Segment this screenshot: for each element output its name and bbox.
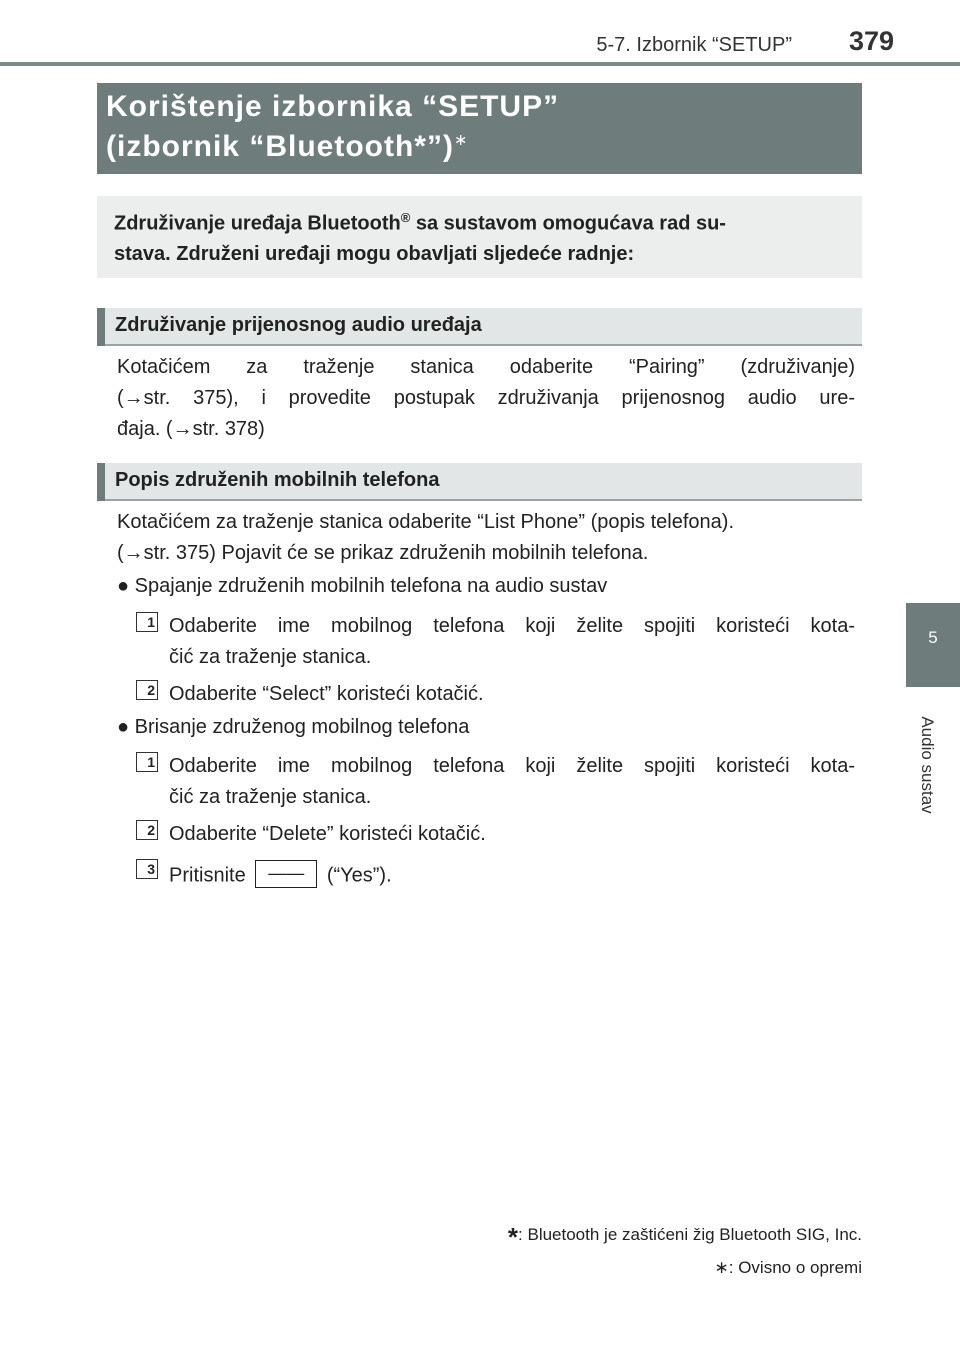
delete-step2: Odaberite “Delete” koristeći kotačić. xyxy=(169,823,486,845)
intro-line1-a: Združivanje uređaja Bluetooth xyxy=(114,212,401,235)
bullet-icon: ● xyxy=(117,575,130,597)
chapter-side-label-text: Audio sustav xyxy=(918,716,937,814)
intro-line2: stava. Združeni uređaji mogu obavljati sljedeće radnje: xyxy=(114,243,635,265)
footnote-star: * xyxy=(507,1222,519,1252)
delete-step3 xyxy=(169,862,392,890)
bullet-connect-text: Spajanje združenih mobilnih telefona na audio sustav xyxy=(134,575,608,597)
pairing-line3: đaja. (→str. 378) xyxy=(117,418,265,440)
intro-box xyxy=(97,196,862,278)
page-title-box xyxy=(97,83,862,174)
footnote-trademark xyxy=(508,1222,862,1253)
page-title-line2 xyxy=(106,130,468,164)
connect-step2: Odaberite “Select” koristeći kotačić. xyxy=(169,683,484,705)
bullet-delete-text: Brisanje združenog mobilnog telefona xyxy=(134,716,470,738)
footnote-equipment-text: : Ovisno o opremi xyxy=(728,1258,862,1277)
bullet-connect xyxy=(117,575,607,598)
step-number: 2 xyxy=(136,680,158,700)
page-title-line1: Korištenje izbornika “SETUP” xyxy=(106,90,560,123)
section-heading-phone-list-text: Popis združenih mobilnih telefona xyxy=(115,469,440,491)
step-number: 1 xyxy=(136,752,158,772)
delete-step1-line1: Odaberite ime mobilnog telefona koji želite spojiti koristeći kota- xyxy=(169,755,855,777)
pairing-line2: (→str. 375), i provedite postupak združivanja prijenosnog audio ure- xyxy=(117,387,855,409)
page-number: 379 xyxy=(848,26,894,56)
intro-line1-b: sa sustavom omogućava rad su- xyxy=(410,212,726,235)
footnote-equipment-mark: ∗ xyxy=(714,1258,729,1277)
delete-step1-line2: čić za traženje stanica. xyxy=(169,786,372,808)
section-heading-phone-list xyxy=(97,463,862,501)
step-number: 1 xyxy=(136,612,158,632)
delete-step3-pre: Pritisnite xyxy=(169,864,246,887)
bullet-icon: ● xyxy=(117,716,130,738)
chapter-tab: 5 xyxy=(906,603,960,687)
connect-step1-line2: čić za traženje stanica. xyxy=(169,646,372,668)
connect-step1-line1: Odaberite ime mobilnog telefona koji želite spojiti koristeći kota- xyxy=(169,615,855,637)
phone-list-line2: (→str. 375) Pojavit će se prikaz združenih mobilnih telefona. xyxy=(117,542,649,564)
step-number: 3 xyxy=(136,859,158,879)
bullet-delete xyxy=(117,716,469,739)
section-heading-pairing-text: Združivanje prijenosnog audio uređaja xyxy=(115,314,482,336)
section-heading-pairing xyxy=(97,308,862,346)
pairing-line1: Kotačićem za traženje stanica odaberite “Pairing” (združivanje) xyxy=(117,356,855,378)
header-rule xyxy=(0,62,960,66)
delete-step3-post: (“Yes”). xyxy=(326,864,392,887)
page-title-line2-text: (izbornik “Bluetooth*”) xyxy=(106,130,454,163)
yes-button-symbol: —— xyxy=(255,860,317,888)
step-number: 2 xyxy=(136,820,158,840)
registered-mark: ® xyxy=(400,210,411,225)
chapter-side-label xyxy=(912,700,942,830)
footnote-trademark-text: : Bluetooth je zaštićeni žig Bluetooth SIG, Inc. xyxy=(518,1225,862,1244)
phone-list-line1: Kotačićem za traženje stanica odaberite “List Phone” (popis telefona). xyxy=(117,511,735,533)
equipment-mark: ∗ xyxy=(453,132,469,149)
running-header-title: 5-7. Izbornik “SETUP” xyxy=(596,34,792,56)
intro-line1 xyxy=(114,210,726,236)
footnote-equipment xyxy=(715,1258,862,1278)
